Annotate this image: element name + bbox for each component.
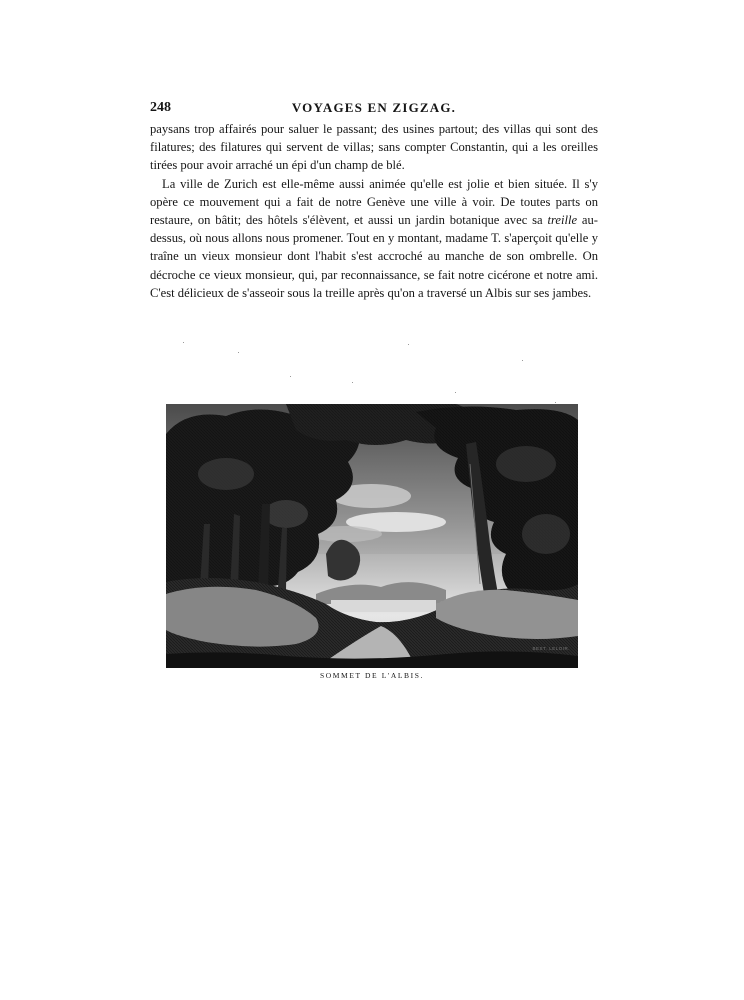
page-number: 248 — [150, 100, 171, 115]
scan-speck — [238, 352, 239, 353]
engraving-illustration — [166, 404, 578, 668]
scan-speck — [183, 342, 184, 343]
paragraph-1: paysans trop affairés pour saluer le passant; des usines partout; des villas qui sont des filatures; des filatures qui servent de villas; sans compter Constantin, qui a les oreilles tirées pour avoir arraché un épi d'un champ de blé. — [150, 122, 598, 173]
paragraph-2-part-a: La ville de Zurich est elle-même aussi animée qu'elle est jolie et bien située. Il s'y opère ce mouvement qui a fait de notre Genève une ville à voir. De toutes parts on restaure, on bâtit; des hôtels s'élèvent, et aussi un jardin botanique avec sa — [150, 176, 598, 228]
scan-speck — [352, 382, 353, 383]
scan-speck — [555, 402, 556, 403]
scan-speck — [522, 360, 523, 361]
running-title: VOYAGES EN ZIGZAG. — [291, 100, 457, 115]
paragraph-2 — [150, 175, 598, 302]
scan-speck — [408, 344, 409, 345]
paragraph-2-part-b: au-dessus, où nous allons nous promener. Tout en y montant, madame T. s'aperçoit qu'elle y traîne un vieux monsieur dont l'habit s'est accroché au manche de son ombrelle. On décroche ce vieux monsieur, qui, par reconnaissance, se fait notre cicérone et notre ami. C'est délicieux de s'asseoir sous la treille après qu'on a traversé un Albis sur ses jambes. — [150, 213, 599, 300]
engraving-image — [166, 404, 578, 668]
body-text — [150, 120, 598, 302]
engraver-signature: BEST. LELOIR. — [532, 646, 570, 651]
illustration-caption: SOMMET DE L'ALBIS. — [320, 671, 424, 680]
italic-word-treille: treille — [547, 213, 578, 228]
scan-speck — [290, 376, 291, 377]
page-header — [150, 100, 598, 120]
lake — [331, 600, 436, 612]
scan-speck — [455, 392, 456, 393]
